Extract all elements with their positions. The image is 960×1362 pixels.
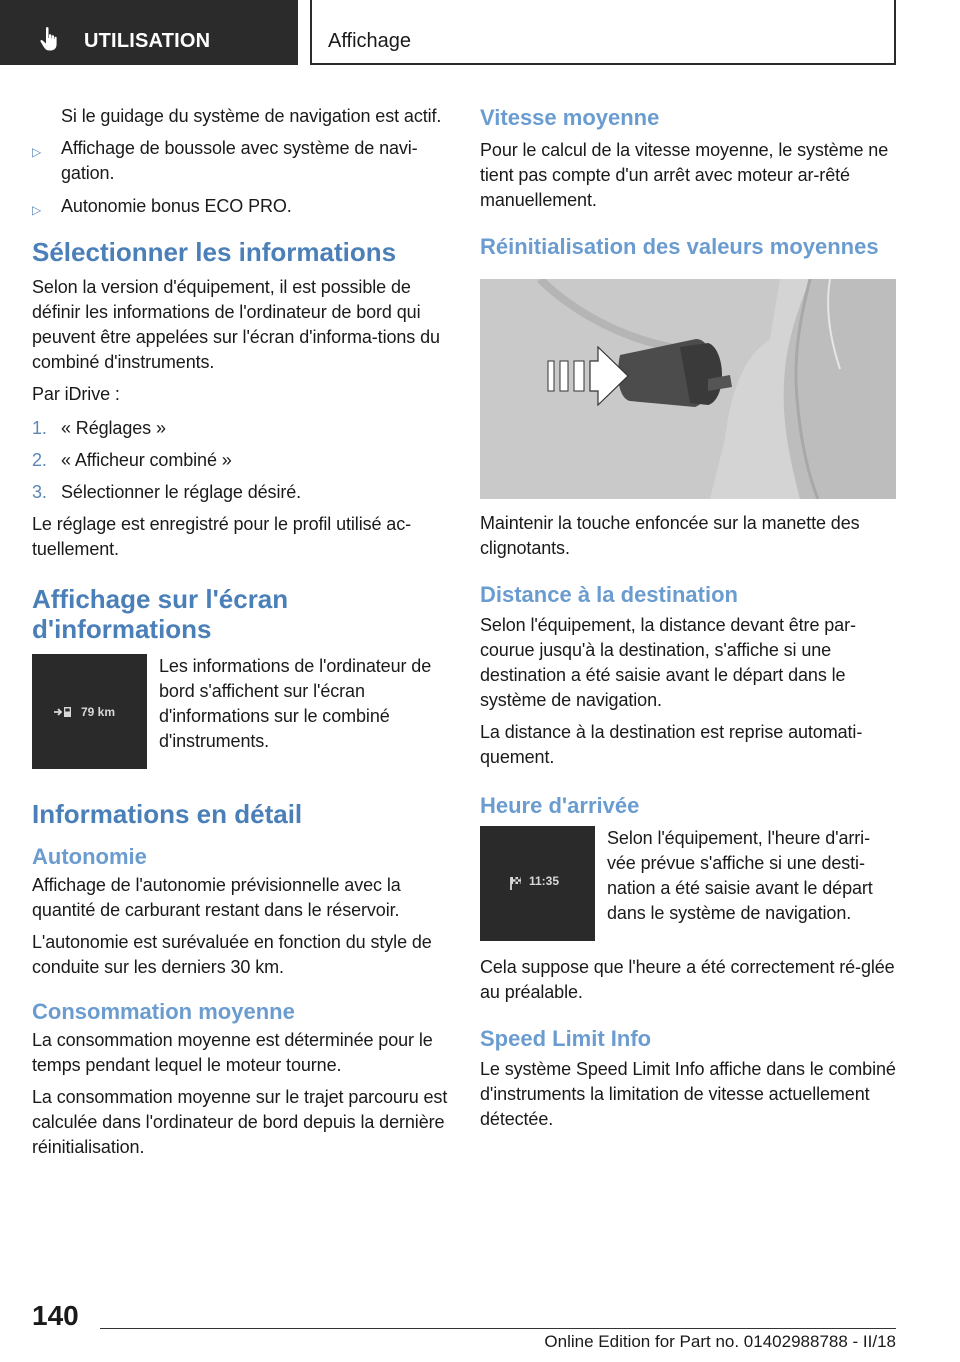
list-item: 3. Sélectionner le réglage désiré.	[32, 482, 302, 502]
hand-pointer-icon	[38, 26, 62, 52]
display-figure	[32, 654, 450, 769]
paragraph: Selon la version d'équipement, il est possible de définir les informations de l'ordinateur de bord qui peuvent être appelées sur l'écran d'informa‐tions du combiné d'instruments.	[32, 277, 440, 372]
page-number: 140	[32, 1300, 79, 1331]
list-item: 1. « Réglages »	[32, 418, 166, 438]
heading-autonomie: Autonomie	[32, 844, 147, 869]
paragraph: La consommation moyenne est déterminée pour le temps pendant lequel le moteur tourne.	[32, 1030, 433, 1075]
section-header	[310, 0, 896, 65]
heading-vitesse: Vitesse moyenne	[480, 105, 660, 130]
triangle-bullet-icon: ▷	[32, 145, 42, 159]
range-display-image	[32, 654, 147, 769]
heading-details: Informations en détail	[32, 799, 303, 829]
edition-note: Online Edition for Part no. 01402988788 - II/18	[544, 1332, 896, 1351]
paragraph: L'autonomie est surévaluée en fonction du style de conduite sur les derniers 30 km.	[32, 932, 432, 977]
intro-continued: Si le guidage du système de navigation est actif.	[61, 106, 442, 126]
list-item: 2. « Afficheur combiné »	[32, 450, 232, 470]
chapter-label: UTILISATION	[84, 30, 211, 52]
list-item: ▷ Affichage de boussole avec système de navi‐gation.	[32, 138, 418, 183]
heading-display: Affichage sur l'écran d'informations	[32, 584, 289, 644]
paragraph: Selon l'équipement, l'heure d'arri‐vée prévue s'affiche si une desti‐nation a été saisie avant le départ dans le système de navigation.	[607, 828, 873, 923]
arrival-time-image	[480, 826, 595, 941]
heading-reinit: Réinitialisation des valeurs moyennes	[480, 234, 879, 259]
footer-divider	[100, 1328, 896, 1329]
section-title: Affichage	[328, 30, 412, 52]
heading-consommation: Consommation moyenne	[32, 999, 295, 1024]
list-item: ▷ Autonomie bonus ECO PRO.	[32, 194, 450, 219]
paragraph: La distance à la destination est reprise automati‐quement.	[480, 722, 863, 767]
destination-flag-icon	[508, 875, 524, 891]
heading-distance: Distance à la destination	[480, 582, 738, 607]
paragraph: Affichage de l'autonomie prévisionnelle avec la quantité de carburant restant dans le réservoir.	[32, 875, 401, 920]
paragraph: La consommation moyenne sur le trajet parcouru est calculée dans l'ordinateur de bord depuis la dernière réinitialisation.	[32, 1087, 448, 1157]
paragraph: Le réglage est enregistré pour le profil utilisé ac‐tuellement.	[32, 514, 412, 559]
paragraph: Pour le calcul de la vitesse moyenne, le système ne tient pas compte d'un arrêt avec moteur ar‐rêté manuellement.	[480, 140, 889, 210]
left-column	[32, 100, 450, 1167]
turn-signal-lever-image	[480, 279, 896, 499]
right-column	[480, 100, 896, 1139]
paragraph: Le système Speed Limit Info affiche dans le combiné d'instruments la limitation de vitesse actuellement détectée.	[480, 1059, 896, 1129]
chapter-tab	[0, 0, 298, 65]
range-value: 79 km	[81, 705, 116, 719]
triangle-bullet-icon: ▷	[32, 203, 42, 217]
arrival-figure	[480, 826, 896, 941]
paragraph: Maintenir la touche enfoncée sur la manette des clignotants.	[480, 513, 860, 558]
bullet-list	[32, 136, 450, 219]
paragraph: Cela suppose que l'heure a été correctement ré‐glée au préalable.	[480, 957, 895, 1002]
paragraph: Par iDrive :	[32, 384, 120, 404]
fuel-range-icon	[53, 706, 75, 718]
heading-speed-limit: Speed Limit Info	[480, 1026, 652, 1051]
heading-heure: Heure d'arrivée	[480, 793, 640, 818]
paragraph: Selon l'équipement, la distance devant être par‐courue jusqu'à la destination, s'affiche si une destination a été saisie avant le départ dans le système de navigation.	[480, 615, 856, 710]
paragraph: Les informations de l'ordinateur de bord s'affichent sur l'écran d'informations sur le combiné d'instruments.	[159, 656, 432, 751]
heading-select-info: Sélectionner les informations	[32, 237, 397, 267]
arrival-time-value: 11:35	[529, 874, 560, 888]
steps-list	[32, 416, 450, 505]
